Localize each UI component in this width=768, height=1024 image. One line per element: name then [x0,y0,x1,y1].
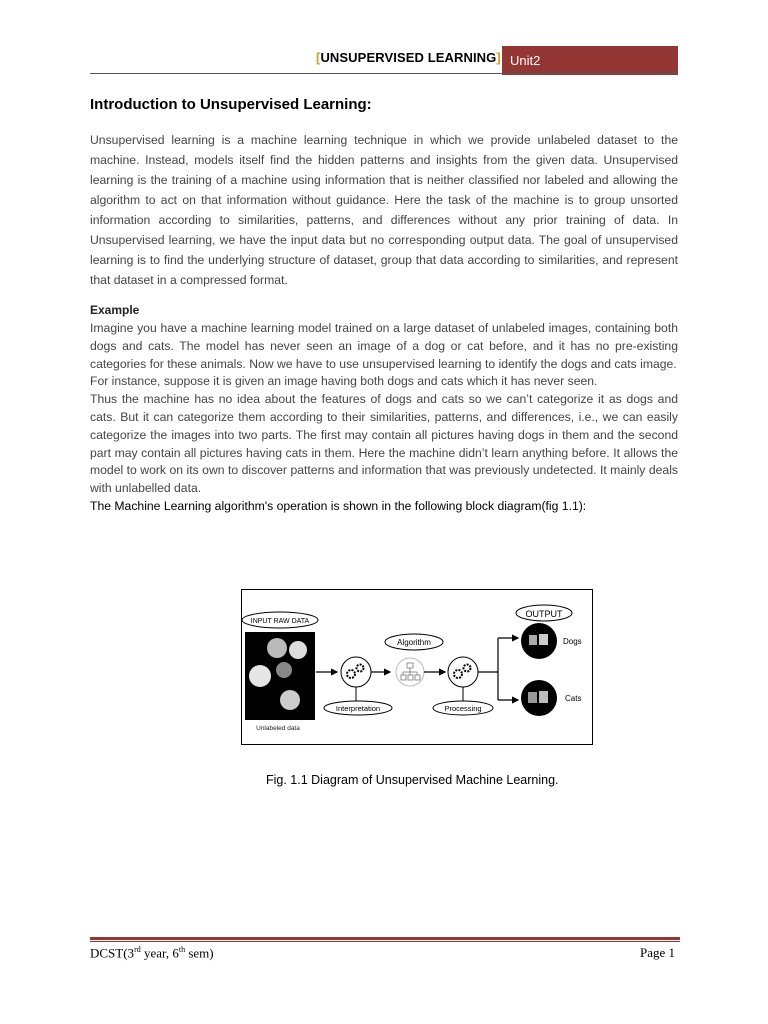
intro-paragraph: Unsupervised learning is a machine learning technique in which we provide unlabeled dataset to the machine. Instead, models itself find the hidden patterns and insights from the given data. Unsupervised learning is the training of a machine using information that is neither classified nor labeled and allowing the algorithm to act on that information without guidance. Here the task of the machine is to group unsorted information according to similarities, patterns, and differences without any prior training of data. In Unsupervised learning, we have the input data but no corresponding output data. The goal of unsupervised learning is to find the underlying structure of dataset, group that data according to similarities, and represent that dataset in a compressed format. [90,133,678,287]
footer-rule-thick [90,937,680,940]
example-paragraph-3: Thus the machine has no idea about the features of dogs and cats so we can’t categorize it as dogs and cats. But it can categorize them according to their similarities, patterns, and differences, i.e., we can easily categorize the images into two parts. The first may contain all pictures having dogs in them and the second part may contain all pictures having cats in them. Here the machine didn’t learn anything before. It allows the model to work on its own to discover patterns and information that was previously undetected. It mainly deals with unlabelled data. [90,392,678,496]
header-unit-badge: Unit2 [502,46,678,75]
example-heading: Example [90,303,140,317]
animal-image-3 [249,665,271,687]
header-title-text: UNSUPERVISED LEARNING [320,50,497,65]
example-paragraph-2: For instance, suppose it is given an image having both dogs and cats which it has never seen. [90,374,598,389]
input-raw-data-label: INPUT RAW DATA [250,618,310,625]
output-label: OUTPUT [525,609,563,619]
figure-caption: Fig. 1.1 Diagram of Unsupervised Machine Learning. [266,773,559,787]
algorithm-label: Algorithm [397,638,431,647]
animal-image-5 [280,690,300,710]
animal-image-4 [276,662,292,678]
processing-node [448,657,478,687]
animal-image-2 [289,641,307,659]
example-paragraph-1: Imagine you have a machine learning model trained on a large dataset of unlabeled images, containing both dogs and cats. The model has never seen an image of a dog or cat before, and it has no pre-existing categories for these animals. Now we have to use unsupervised learning to identify the dogs and cats image. [90,321,678,371]
dog-image-2 [539,634,548,645]
unsupervised-learning-diagram [241,589,593,745]
animal-image-1 [267,638,287,658]
footer-course: DCST(3rd year, 6th sem) [90,945,214,961]
footer-page-number: Page 1 [640,945,676,960]
cats-label: Cats [565,694,582,703]
unlabeled-data-label: Unlabeled data [256,725,300,732]
header-title: [UNSUPERVISED LEARNING] [316,50,501,65]
cat-image-1 [528,692,537,703]
dogs-label: Dogs [563,637,582,646]
example-body [90,320,678,516]
cat-image-2 [539,691,548,703]
processing-label: Processing [444,704,482,713]
interpretation-label: Interpretation [335,704,381,713]
footer-rule-thin [90,941,680,942]
example-paragraph-4: The Machine Learning algorithm's operation is shown in the following block diagram(fig 1.1): [90,498,587,513]
header-rule [90,73,678,74]
page-heading: Introduction to Unsupervised Learning: [90,96,372,113]
interpretation-node [341,657,371,687]
dog-image-1 [529,635,537,645]
